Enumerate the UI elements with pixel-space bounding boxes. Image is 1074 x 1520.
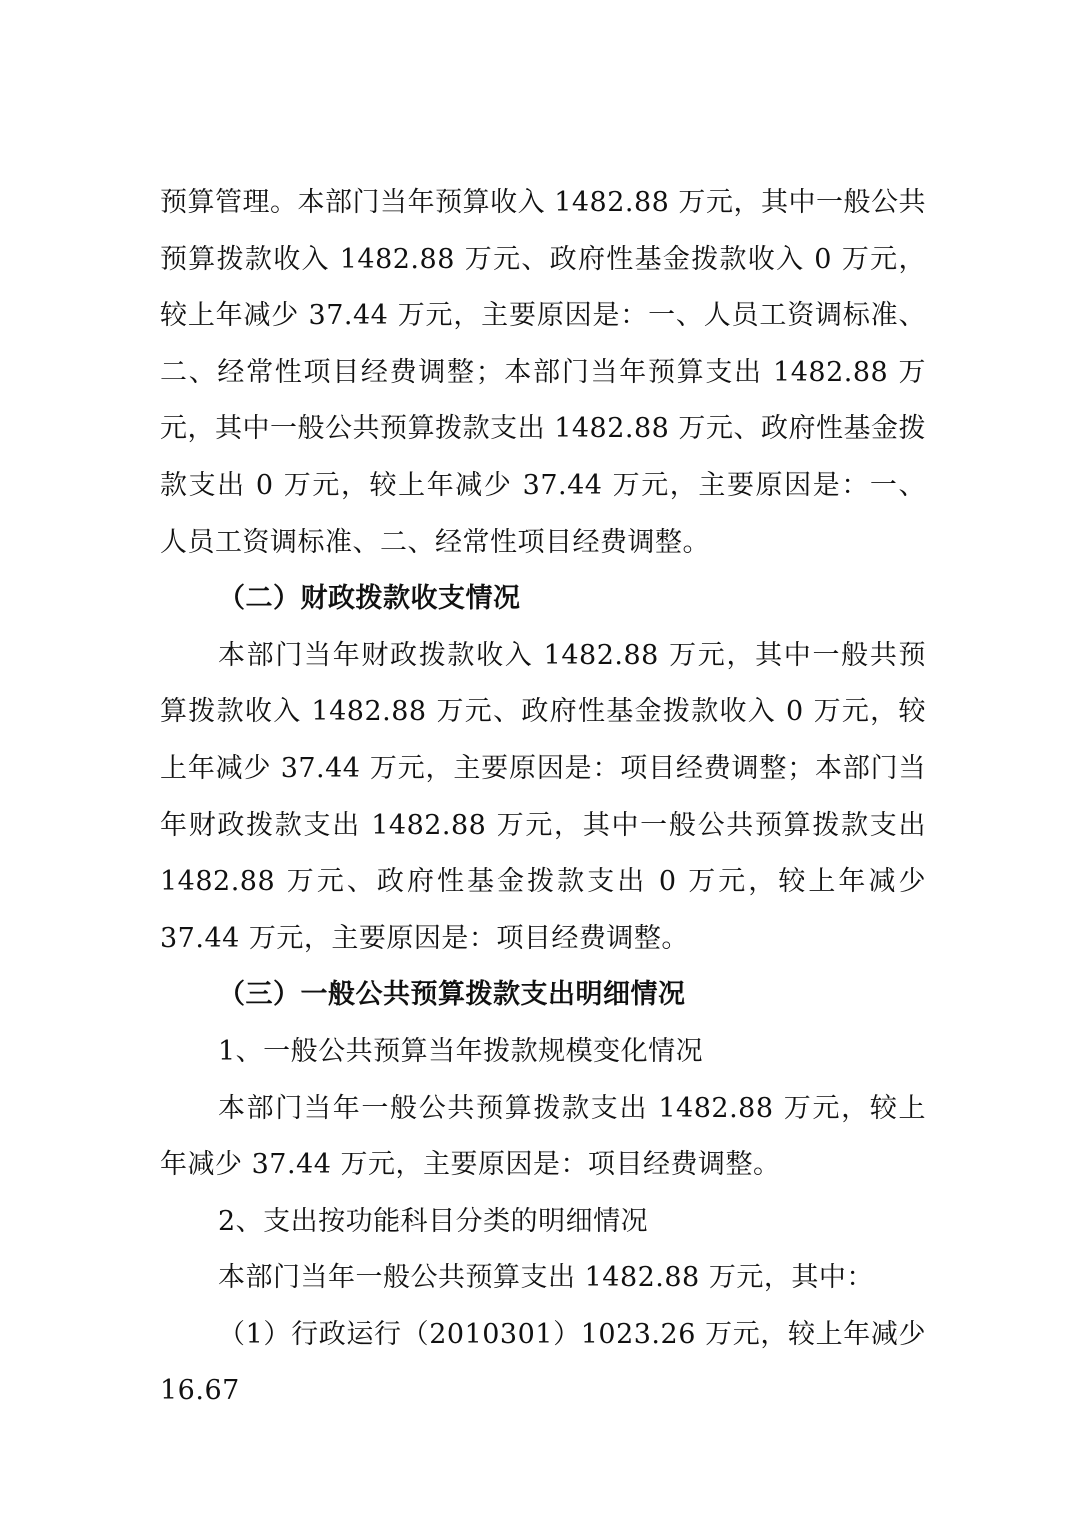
paragraph-administrative-operation: （1）行政运行（2010301）1023.26 万元，较上年减少 16.67 <box>160 1318 926 1407</box>
paragraph-allocation-scale: 本部门当年一般公共预算拨款支出 1482.88 万元，较上年减少 37.44 万元，主要原因是：项目经费调整。 <box>160 1092 926 1181</box>
heading-general-public-budget-detail: （三）一般公共预算拨款支出明细情况 <box>218 979 686 1011</box>
subheading-functional-classification: 2、支出按功能科目分类的明细情况 <box>218 1205 649 1237</box>
paragraph-fiscal-appropriation: 本部门当年财政拨款收入 1482.88 万元，其中一般共预算拨款收入 1482.88 万元、政府性基金拨款收入 0 万元，较上年减少 37.44 万元，主要原因是：项目经费调整；本部门当年财政拨款支出 1482.88 万元，其中一般公共预算拨款支出 1482.88 万元、政府性基金拨款支出 0 万元，较上年减少 37.44 万元，主要原因是：项目经费调整。 <box>160 639 926 954</box>
paragraph-budget-management: 预算管理。本部门当年预算收入 1482.88 万元，其中一般公共预算拨款收入 1482.88 万元、政府性基金拨款收入 0 万元，较上年减少 37.44 万元，主要原因是：一、人员工资调标准、二、经常性项目经费调整；本部门当年预算支出 1482.88 万元，其中一般公共预算拨款支出 1482.88 万元、政府性基金拨款支出 0 万元，较上年减少 37.44 万元，主要原因是：一、人员工资调标准、二、经常性项目经费调整。 <box>160 187 926 558</box>
heading-fiscal-appropriation: （二）财政拨款收支情况 <box>218 583 521 615</box>
paragraph-expenditure-total: 本部门当年一般公共预算支出 1482.88 万元，其中： <box>218 1262 874 1294</box>
document-body <box>160 175 926 1420</box>
subheading-allocation-scale: 1、一般公共预算当年拨款规模变化情况 <box>218 1035 704 1067</box>
